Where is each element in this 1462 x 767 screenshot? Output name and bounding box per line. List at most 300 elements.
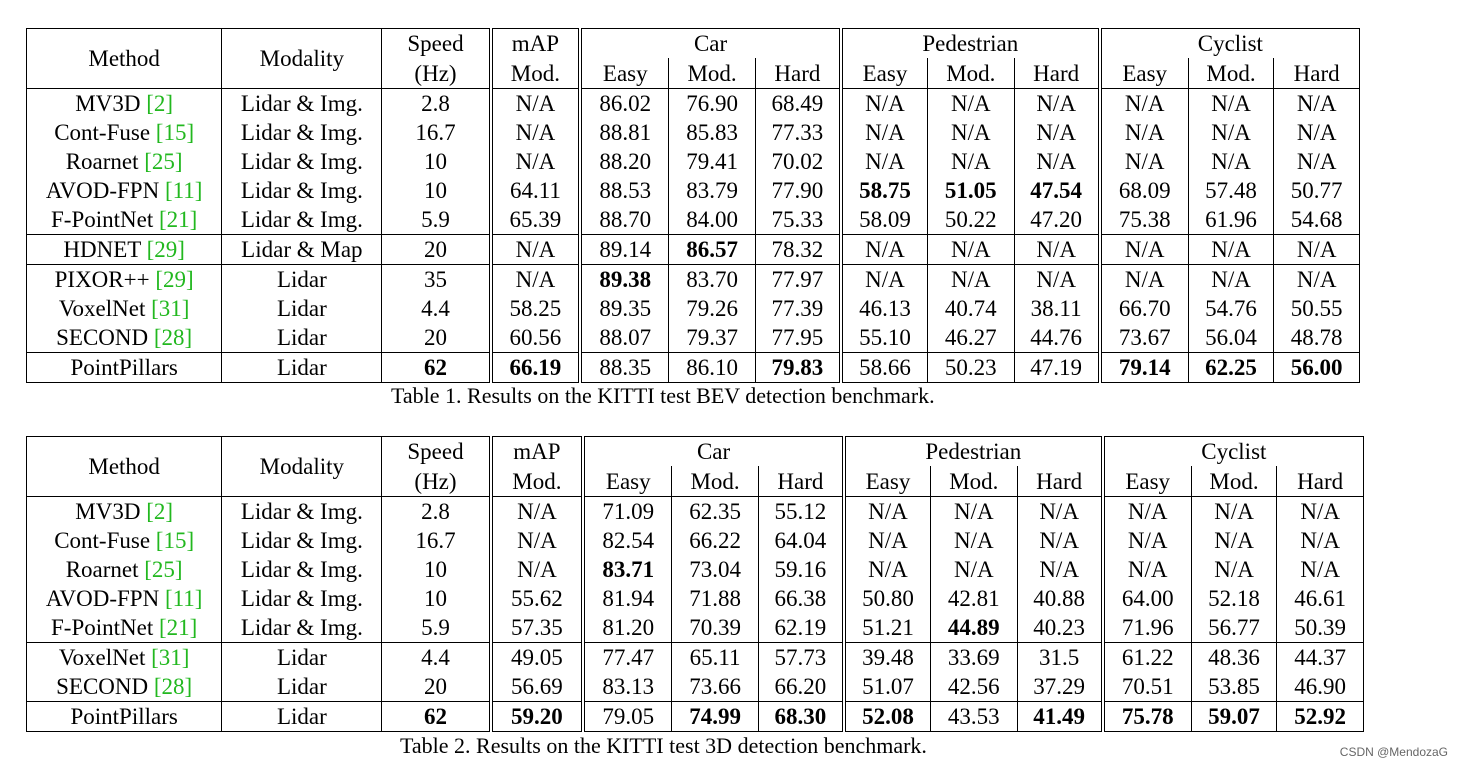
cyc-cell-value: 57.48 [1205, 178, 1257, 203]
cyc-cell-value: 50.77 [1290, 178, 1343, 203]
car-cell-value: 86.57 [686, 237, 738, 262]
car-cell-value: 88.35 [599, 355, 652, 380]
ped-cell [844, 555, 931, 584]
modality-cell: Lidar & Img. [222, 613, 382, 643]
ped-cell [841, 323, 928, 353]
car-cell-value: 71.88 [689, 586, 741, 611]
cyc-cell-value: 61.22 [1121, 645, 1174, 670]
cyc-cell-value: N/A [1211, 149, 1251, 174]
car-cell-value: 86.10 [686, 355, 738, 380]
car-cell [758, 702, 844, 732]
citation-link[interactable]: [2] [146, 91, 174, 116]
method-cell [27, 353, 222, 383]
method-name: HDNET [63, 237, 147, 262]
header-modality: Modality [222, 437, 382, 497]
citation-link[interactable]: [15] [155, 120, 195, 145]
method-cell [27, 526, 222, 555]
citation-link[interactable]: [21] [158, 615, 198, 640]
ped-cell-value: N/A [1039, 528, 1079, 553]
speed-cell-value: 35 [424, 267, 447, 292]
ped-cell-value: 40.23 [1033, 615, 1085, 640]
cyc-cell [1103, 613, 1192, 643]
method-cell [27, 294, 222, 323]
cyc-cell-value: 61.96 [1205, 207, 1257, 232]
cyc-cell-value: 73.67 [1118, 325, 1171, 350]
speed-cell-value: 62 [424, 355, 447, 380]
map-cell [491, 584, 584, 613]
car-cell [755, 118, 841, 147]
header-speed-unit: (Hz) [382, 466, 491, 497]
ped-cell [1014, 323, 1100, 353]
cyc-cell-value: 56.04 [1205, 325, 1257, 350]
cyc-cell [1100, 235, 1189, 265]
modality-cell: Lidar & Img. [222, 176, 382, 205]
car-cell-value: 55.12 [774, 499, 827, 524]
ped-cell [931, 643, 1018, 673]
cyc-cell [1191, 584, 1277, 613]
cyc-cell [1274, 89, 1360, 119]
method-cell [27, 89, 222, 119]
car-cell [669, 118, 756, 147]
ped-cell-value: N/A [1036, 120, 1076, 145]
header-group-car: Car [580, 29, 841, 59]
ped-cell [841, 205, 928, 235]
ped-cell [928, 323, 1015, 353]
ped-cell-value: 42.81 [947, 586, 1000, 611]
table-row [27, 672, 1364, 702]
citation-link[interactable]: [28] [153, 674, 193, 699]
car-cell [755, 205, 841, 235]
map-cell-value: N/A [515, 120, 556, 145]
cyc-cell-value: N/A [1211, 267, 1251, 292]
car-cell [669, 265, 756, 295]
header-level-car-1: Mod. [669, 58, 756, 89]
car-cell [758, 555, 844, 584]
header-map-sub: Mod. [491, 58, 581, 89]
ped-cell-value: N/A [950, 120, 991, 145]
car-cell-value: 88.81 [599, 120, 652, 145]
cyc-cell [1191, 526, 1277, 555]
car-cell [583, 702, 672, 732]
ped-cell-value: 40.74 [944, 296, 997, 321]
cyc-cell [1100, 89, 1189, 119]
ped-cell-value: N/A [1036, 91, 1076, 116]
method-name: SECOND [56, 325, 154, 350]
cyc-cell-value: 75.78 [1121, 704, 1174, 729]
map-cell-value: 66.19 [509, 355, 562, 380]
method-cell [27, 265, 222, 295]
table-row [27, 323, 1360, 353]
ped-cell [931, 555, 1018, 584]
ped-cell-value: 47.19 [1030, 355, 1082, 380]
car-cell-value: 83.79 [686, 178, 738, 203]
ped-cell-value: 50.22 [944, 207, 997, 232]
modality-cell: Lidar & Img. [222, 555, 382, 584]
car-cell [580, 118, 669, 147]
car-cell-value: 62.35 [689, 499, 741, 524]
car-cell [580, 235, 669, 265]
speed-cell-value: 10 [423, 557, 447, 582]
ped-cell [1017, 555, 1103, 584]
header-level-pedestrian-0: Easy [844, 466, 931, 497]
ped-cell-value: N/A [868, 557, 908, 582]
speed-cell-value: 10 [423, 586, 447, 611]
cyc-cell-value: N/A [1127, 528, 1168, 553]
car-cell-value: 66.22 [689, 528, 741, 553]
car-cell-value: 65.11 [689, 645, 741, 670]
map-cell [491, 294, 581, 323]
cyc-cell [1274, 323, 1360, 353]
citation-link[interactable]: [28] [153, 325, 193, 350]
method-cell [27, 702, 222, 732]
ped-cell [1017, 672, 1103, 702]
cyc-cell [1188, 323, 1274, 353]
method-cell [27, 235, 222, 265]
cyc-cell [1103, 555, 1192, 584]
method-cell [27, 323, 222, 353]
car-cell-value: 89.38 [599, 267, 652, 292]
ped-cell-value: 58.09 [859, 207, 911, 232]
ped-cell [841, 265, 928, 295]
ped-cell [1014, 89, 1100, 119]
cyc-cell-value: 50.55 [1290, 296, 1343, 321]
map-cell [491, 235, 581, 265]
cyc-cell [1274, 118, 1360, 147]
ped-cell [1017, 643, 1103, 673]
header-level-cyclist-0: Easy [1100, 58, 1189, 89]
ped-cell [841, 176, 928, 205]
cyc-cell-value: 44.37 [1294, 645, 1347, 670]
car-cell [669, 176, 756, 205]
car-cell-value: 88.53 [599, 178, 652, 203]
car-cell [758, 497, 844, 527]
car-cell [580, 176, 669, 205]
car-cell-value: 77.39 [771, 296, 824, 321]
ped-cell-value: 55.10 [859, 325, 911, 350]
cyc-cell [1274, 294, 1360, 323]
header-level-pedestrian-1: Mod. [928, 58, 1015, 89]
ped-cell [844, 702, 931, 732]
car-cell-value: 77.95 [771, 325, 824, 350]
car-cell [583, 584, 672, 613]
speed-cell [382, 89, 491, 119]
map-cell-value: 59.20 [511, 704, 563, 729]
car-cell [583, 643, 672, 673]
cyc-cell [1191, 555, 1277, 584]
map-cell-value: N/A [517, 528, 557, 553]
car-cell-value: 83.71 [602, 557, 655, 582]
ped-cell-value: 50.80 [862, 586, 914, 611]
cyc-cell [1100, 147, 1189, 176]
cyc-cell [1191, 643, 1277, 673]
map-cell-value: N/A [515, 91, 556, 116]
method-name: Roarnet [65, 557, 145, 582]
car-cell [672, 613, 759, 643]
car-cell-value: 89.14 [599, 237, 652, 262]
map-cell-value: N/A [515, 267, 556, 292]
ped-cell [928, 176, 1015, 205]
ped-cell-value: N/A [950, 237, 991, 262]
ped-cell-value: N/A [953, 499, 994, 524]
cyc-cell [1188, 118, 1274, 147]
cyc-cell-value: 62.25 [1205, 355, 1257, 380]
cyc-cell [1277, 526, 1364, 555]
car-cell-value: 73.66 [689, 674, 741, 699]
speed-cell-value: 62 [423, 704, 447, 729]
ped-cell-value: N/A [1036, 149, 1076, 174]
header-level-pedestrian-2: Hard [1014, 58, 1100, 89]
ped-cell [1017, 613, 1103, 643]
table-2-caption: Table 2. Results on the KITTI test 3D detection benchmark. [400, 733, 927, 758]
table-row [27, 118, 1360, 147]
speed-cell [382, 526, 491, 555]
modality-cell: Lidar & Img. [222, 526, 382, 555]
cyc-cell [1103, 497, 1192, 527]
method-name: PIXOR++ [54, 267, 156, 292]
cyc-cell-value: N/A [1211, 237, 1251, 262]
cyc-cell [1188, 89, 1274, 119]
car-cell [672, 497, 759, 527]
header-speed: Speed [382, 437, 491, 467]
speed-cell-value: 5.9 [421, 207, 450, 232]
car-cell-value: 68.30 [774, 704, 827, 729]
ped-cell [928, 353, 1015, 383]
cyc-cell [1274, 235, 1360, 265]
method-name: F-PointNet [51, 207, 159, 232]
ped-cell [1017, 497, 1103, 527]
citation-link[interactable]: [25] [144, 149, 183, 174]
method-cell [27, 176, 222, 205]
table-row [27, 584, 1364, 613]
ped-cell-value: 51.05 [944, 178, 997, 203]
cyc-cell-value: N/A [1211, 120, 1251, 145]
watermark: CSDN @MendozaG [1339, 745, 1448, 759]
speed-cell [382, 323, 491, 353]
ped-cell-value: N/A [865, 91, 905, 116]
method-name: Roarnet [65, 149, 145, 174]
car-cell [755, 147, 841, 176]
car-cell-value: 79.41 [686, 149, 738, 174]
citation-link[interactable]: [11] [164, 586, 203, 611]
speed-cell [382, 613, 491, 643]
car-cell-value: 88.70 [599, 207, 652, 232]
car-cell-value: 83.13 [602, 674, 655, 699]
cyc-cell [1191, 702, 1277, 732]
ped-cell-value: 39.48 [862, 645, 914, 670]
table-row [27, 526, 1364, 555]
cyc-cell-value: 79.14 [1118, 355, 1171, 380]
method-cell [27, 555, 222, 584]
cyc-cell [1274, 176, 1360, 205]
ped-cell-value: 50.23 [944, 355, 997, 380]
ped-cell-value: 51.07 [862, 674, 914, 699]
ped-cell-value: N/A [865, 149, 905, 174]
ped-cell [928, 118, 1015, 147]
speed-cell-value: 20 [424, 237, 447, 262]
cyc-cell-value: 75.38 [1118, 207, 1171, 232]
ped-cell-value: 44.89 [947, 615, 1000, 640]
map-cell-value: N/A [517, 499, 557, 524]
car-cell-value: 83.70 [686, 267, 738, 292]
header-level-cyclist-1: Mod. [1188, 58, 1274, 89]
ped-cell [1014, 118, 1100, 147]
cyc-cell [1274, 147, 1360, 176]
ped-cell [1014, 205, 1100, 235]
citation-link[interactable]: [15] [155, 528, 195, 553]
map-cell [491, 265, 581, 295]
cyc-cell [1277, 497, 1364, 527]
cyc-cell [1100, 353, 1189, 383]
cyc-cell-value: 48.78 [1290, 325, 1343, 350]
cyc-cell-value: 64.00 [1121, 586, 1174, 611]
cyc-cell-value: N/A [1211, 91, 1251, 116]
ped-cell-value: 51.21 [862, 615, 914, 640]
car-cell [580, 89, 669, 119]
ped-cell [1014, 353, 1100, 383]
cyc-cell-value: 68.09 [1118, 178, 1171, 203]
car-cell [583, 497, 672, 527]
ped-cell-value: 58.66 [859, 355, 911, 380]
map-cell [491, 205, 581, 235]
ped-cell-value: N/A [953, 557, 994, 582]
map-cell [491, 323, 581, 353]
car-cell-value: 66.38 [774, 586, 827, 611]
cyc-cell [1100, 118, 1189, 147]
cyc-cell [1100, 294, 1189, 323]
map-cell [491, 118, 581, 147]
table-row [27, 235, 1360, 265]
citation-link[interactable]: [31] [151, 645, 190, 670]
car-cell [583, 613, 672, 643]
car-cell-value: 71.09 [602, 499, 655, 524]
cyc-cell-value: N/A [1214, 557, 1254, 582]
car-cell [672, 702, 759, 732]
cyc-cell [1188, 205, 1274, 235]
citation-link[interactable]: [25] [144, 557, 183, 582]
cyc-cell [1191, 672, 1277, 702]
ped-cell [928, 265, 1015, 295]
map-cell [491, 702, 584, 732]
ped-cell-value: 46.13 [859, 296, 911, 321]
ped-cell [931, 526, 1018, 555]
cyc-cell-value: N/A [1296, 267, 1337, 292]
cyc-cell-value: 50.39 [1294, 615, 1347, 640]
table-row [27, 555, 1364, 584]
ped-cell-value: N/A [865, 120, 905, 145]
table-row [27, 176, 1360, 205]
modality-cell: Lidar & Img. [222, 497, 382, 527]
car-cell-value: 64.04 [774, 528, 827, 553]
modality-cell: Lidar [222, 323, 382, 353]
method-cell [27, 147, 222, 176]
cyc-cell-value: N/A [1296, 91, 1337, 116]
header-level-pedestrian-0: Easy [841, 58, 928, 89]
ped-cell-value: N/A [1036, 267, 1076, 292]
car-cell [755, 265, 841, 295]
cyc-cell [1100, 205, 1189, 235]
car-cell-value: 75.33 [771, 207, 824, 232]
car-cell-value: 88.07 [599, 325, 652, 350]
car-cell [672, 672, 759, 702]
ped-cell-value: N/A [1036, 237, 1076, 262]
speed-cell [382, 672, 491, 702]
cyc-cell-value: 56.77 [1208, 615, 1260, 640]
modality-cell: Lidar [222, 353, 382, 383]
ped-cell [1014, 176, 1100, 205]
table-row [27, 643, 1364, 673]
car-cell-value: 79.37 [686, 325, 738, 350]
header-level-car-2: Hard [755, 58, 841, 89]
table-row [27, 205, 1360, 235]
citation-link[interactable]: [2] [146, 499, 174, 524]
header-level-car-1: Mod. [672, 466, 759, 497]
map-cell-value: N/A [515, 149, 556, 174]
speed-cell [382, 702, 491, 732]
citation-link[interactable]: [21] [158, 207, 198, 232]
cyc-cell-value: N/A [1127, 499, 1168, 524]
speed-cell [382, 555, 491, 584]
modality-cell: Lidar [222, 702, 382, 732]
speed-cell-value: 10 [424, 178, 447, 203]
cyc-cell-value: N/A [1214, 528, 1254, 553]
modality-cell: Lidar & Img. [222, 205, 382, 235]
ped-cell [928, 147, 1015, 176]
header-map: mAP [491, 437, 584, 467]
ped-cell [841, 353, 928, 383]
ped-cell [841, 89, 928, 119]
cyc-cell-value: 66.70 [1118, 296, 1171, 321]
citation-link[interactable]: [31] [151, 296, 190, 321]
car-cell-value: 88.20 [599, 149, 652, 174]
citation-link[interactable]: [11] [164, 178, 203, 203]
cyc-cell-value: 54.76 [1205, 296, 1257, 321]
ped-cell [931, 497, 1018, 527]
ped-cell-value: 58.75 [859, 178, 911, 203]
map-cell-value: N/A [515, 237, 556, 262]
modality-cell: Lidar [222, 294, 382, 323]
modality-cell: Lidar [222, 265, 382, 295]
cyc-cell [1103, 702, 1192, 732]
car-cell [669, 323, 756, 353]
ped-cell [841, 235, 928, 265]
car-cell-value: 81.94 [602, 586, 655, 611]
speed-cell-value: 10 [424, 149, 447, 174]
header-group-pedestrian: Pedestrian [844, 437, 1103, 467]
ped-cell [844, 526, 931, 555]
method-name: F-PointNet [51, 615, 159, 640]
car-cell-value: 59.16 [774, 557, 827, 582]
ped-cell [844, 643, 931, 673]
ped-cell-value: 37.29 [1033, 674, 1085, 699]
map-cell [491, 497, 584, 527]
method-name: MV3D [75, 499, 147, 524]
ped-cell-value: N/A [865, 267, 905, 292]
table-row [27, 613, 1364, 643]
speed-cell-value: 20 [423, 674, 447, 699]
header-speed-unit: (Hz) [382, 58, 491, 89]
citation-link[interactable]: [29] [146, 237, 185, 262]
cyc-cell-value: 52.92 [1294, 704, 1347, 729]
cyc-cell [1277, 555, 1364, 584]
citation-link[interactable]: [29] [155, 267, 194, 292]
cyc-cell [1277, 672, 1364, 702]
method-name: SECOND [56, 674, 154, 699]
bev-results-table [26, 28, 1360, 383]
ped-cell-value: 47.20 [1030, 207, 1082, 232]
car-cell [580, 353, 669, 383]
modality-cell: Lidar & Img. [222, 118, 382, 147]
car-cell [672, 584, 759, 613]
